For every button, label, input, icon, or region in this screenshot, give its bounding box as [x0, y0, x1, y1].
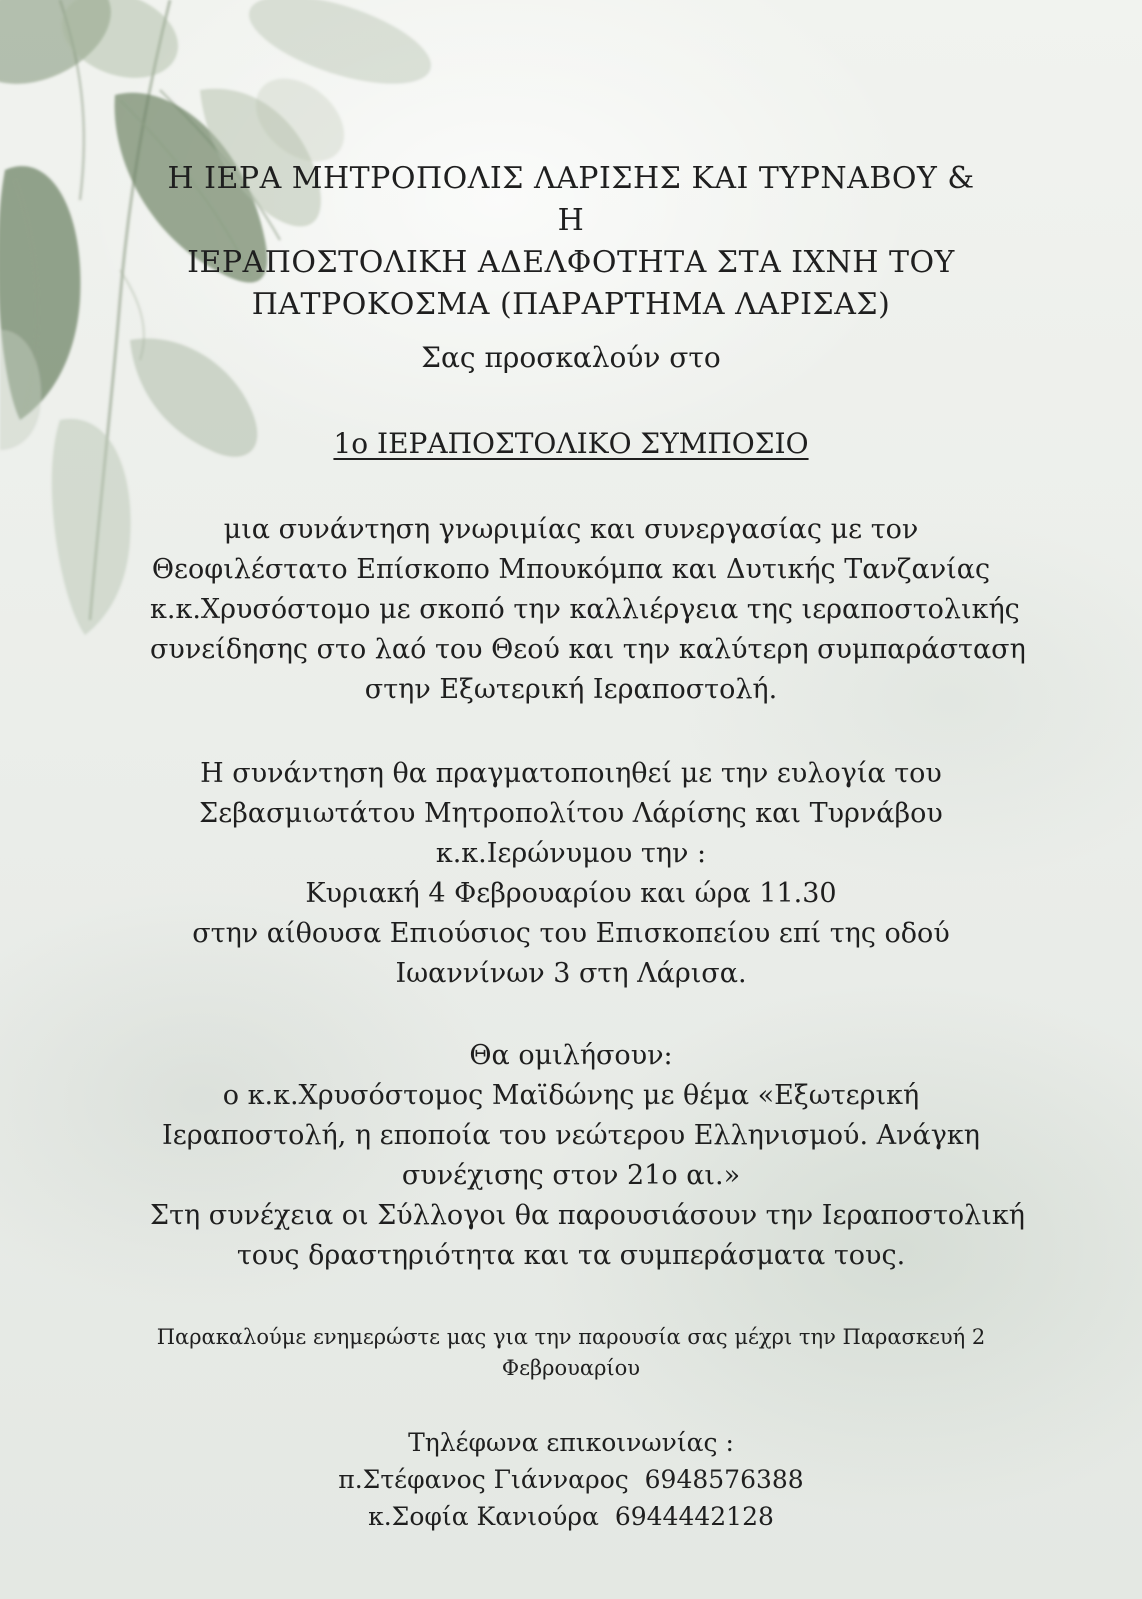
- contact-name: κ.Σοφία Κανιούρα: [368, 1502, 599, 1531]
- rsvp-line: Παρακαλούμε ενημερώστε μας για την παρουσία σας μέχρι την Παρασκευή 2: [156, 1325, 986, 1349]
- speakers-line: Θα ομιλήσουν:: [469, 1040, 673, 1071]
- contact-section: [150, 1424, 992, 1535]
- event-title-text: 1ο ΙΕΡΑΠΟΣΤΟΛΙΚΟ ΣΥΜΠΟΣΙΟ: [333, 427, 809, 460]
- rsvp-note: [150, 1322, 992, 1384]
- contact-phone[interactable]: 6948576388: [644, 1465, 804, 1494]
- contact-phone[interactable]: 6944442128: [614, 1502, 774, 1531]
- organizers-title-line: Η ΙΕΡΑ ΜΗΤΡΟΠΟΛΙΣ ΛΑΡΙΣΗΣ ΚΑΙ ΤΥΡΝΑΒΟΥ & Η: [167, 161, 975, 238]
- speakers-line: τους δραστηριότητα και τα συμπεράσματα τους.: [236, 1240, 906, 1271]
- speakers-line: συνέχισης στον 21ο αι.»: [401, 1160, 741, 1191]
- speakers-line: Στη συνέχεια οι Σύλλογοι θα παρουσιάσουν την Ιεραποστολική: [150, 1200, 1025, 1231]
- contact-person: [150, 1498, 992, 1535]
- contact-person: [150, 1461, 992, 1498]
- organizers-title-line: ΙΕΡΑΠΟΣΤΟΛΙΚΗ ΑΔΕΛΦΟΤΗΤΑ ΣΤΑ ΙΧΝΗ ΤΟΥ: [187, 245, 955, 280]
- organizers-title: [150, 158, 992, 326]
- speakers-line: ο κ.κ.Χρυσόστομος Μαϊδώνης με θέμα «Εξωτερική: [222, 1080, 920, 1111]
- description-line: μια συνάντηση γνωριμίας και συνεργασίας με τον: [223, 514, 919, 545]
- description-line: στην Εξωτερική Ιεραποστολή.: [364, 674, 778, 705]
- rsvp-line: Φεβρουαρίου: [501, 1356, 641, 1380]
- details-line: Η συνάντηση θα πραγματοποιηθεί με την ευλογία του: [200, 758, 942, 789]
- contact-name: π.Στέφανος Γιάνναρος: [338, 1465, 629, 1494]
- details-line: κ.κ.Ιερώνυμου την :: [435, 838, 707, 869]
- description-line: συνείδησης στο λαό του Θεού και την καλύτερη συμπαράσταση: [150, 634, 1026, 665]
- event-title: [0, 424, 1142, 464]
- speakers-line: Ιεραποστολή, η εποποία του νεώτερου Ελληνισμού. Ανάγκη: [162, 1120, 980, 1151]
- organizers-title-line: ΠΑΤΡΟΚΟΣΜΑ (ΠΑΡΑΡΤΗΜΑ ΛΑΡΙΣΑΣ): [251, 287, 891, 322]
- contact-heading: Τηλέφωνα επικοινωνίας :: [408, 1428, 734, 1457]
- description-line: Θεοφιλέστατο Επίσκοπο Μπουκόμπα και Δυτικής Τανζανίας: [151, 554, 991, 585]
- event-details: [150, 754, 992, 994]
- details-line: Ιωαννίνων 3 στη Λάρισα.: [395, 958, 747, 989]
- details-line: Σεβασμιωτάτου Μητροπολίτου Λάρίσης και Τυρνάβου: [199, 798, 943, 829]
- details-line: Κυριακή 4 Φεβρουαρίου και ώρα 11.30: [305, 878, 837, 909]
- speakers-section: [150, 1036, 1025, 1276]
- details-line: στην αίθουσα Επιούσιος του Επισκοπείου επί της οδού: [192, 918, 950, 949]
- event-description: [150, 510, 1026, 710]
- invitation-line: Σας προσκαλούν στο: [421, 341, 721, 374]
- description-line: κ.κ.Χρυσόστομο με σκοπό την καλλιέργεια της ιεραποστολικής: [150, 594, 1020, 625]
